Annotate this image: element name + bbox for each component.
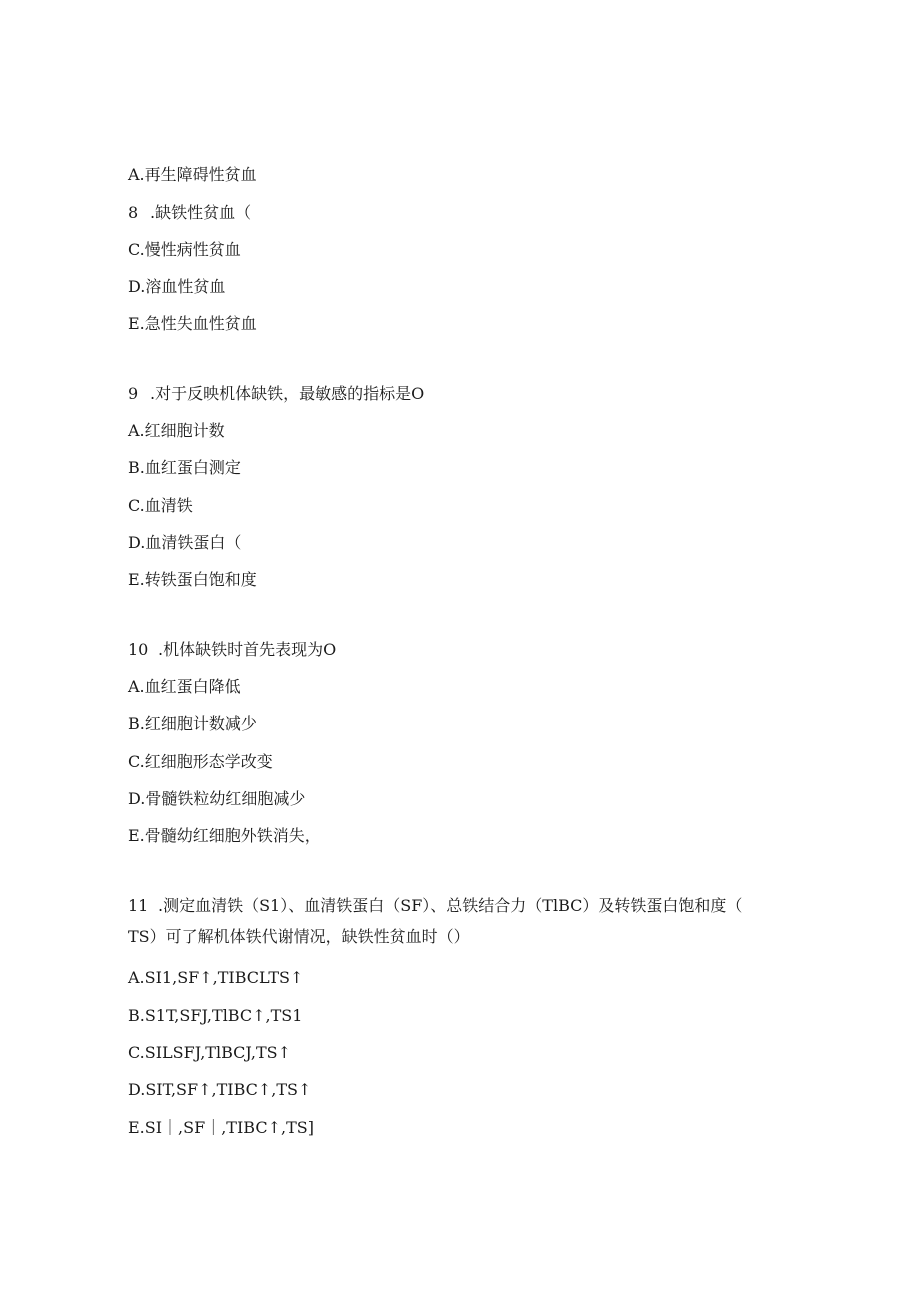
q11-option-a: A.SI1,SF↑,TIBCLTS↑ [128,968,304,987]
q10-option-d: D.骨髓铁粒幼红细胞减少 [128,789,306,808]
q10-number: 10 [128,640,149,659]
q7-option-c: C.慢性病性贫血 [128,240,241,259]
q11-number: 11 [128,896,149,915]
q9-option-d: D.血清铁蛋白（ [128,533,242,552]
q7-option-a: A.再生障碍性贫血 [128,165,257,184]
q10-option-b: B.红细胞计数减少 [128,714,257,733]
q7-option-d: D.溶血性贫血 [128,277,226,296]
q9-option-e: E.转铁蛋白饱和度 [128,570,257,589]
q9-option-c: C.血清铁 [128,496,193,515]
q10-option-a: A.血红蛋白降低 [128,677,241,696]
q10-stem [128,640,336,660]
q9-number: 9 [128,384,139,403]
q11-stem-line1 [128,896,742,916]
q11-option-b: B.S1T,SFJ,TlBC↑,TS1 [128,1006,303,1025]
q9-option-a: A.红细胞计数 [128,421,225,440]
q7-option-b-number: 8 [128,203,139,222]
q9-stem [128,384,424,404]
q7-option-b [128,203,251,223]
q11-option-e: E.SI｜,SF｜,TIBC↑,TS] [128,1118,314,1137]
q10-option-c: C.红细胞形态学改变 [128,752,273,771]
q9-text: .对于反映机体缺铁，最敏感的指标是O [150,384,425,403]
q11-text-line1: .测定血清铁（S1）、血清铁蛋白（SF）、总铁结合力（TlBC）及转铁蛋白饱和度（ [158,896,743,915]
q7-option-e: E.急性失血性贫血 [128,314,257,333]
q10-option-e: E.骨髓幼红细胞外铁消失， [128,826,321,845]
q9-option-b: B.血红蛋白测定 [128,458,241,477]
q7-option-b-text: .缺铁性贫血（ [150,203,252,222]
q10-text: .机体缺铁时首先表现为O [158,640,337,659]
q11-option-c: C.SILSFJ,TlBCJ,TS↑ [128,1043,291,1062]
q11-option-d: D.SIT,SF↑,TIBC↑,TS↑ [128,1080,312,1099]
q11-stem-line2: TS）可了解机体铁代谢情况，缺铁性贫血时（） [128,927,470,946]
